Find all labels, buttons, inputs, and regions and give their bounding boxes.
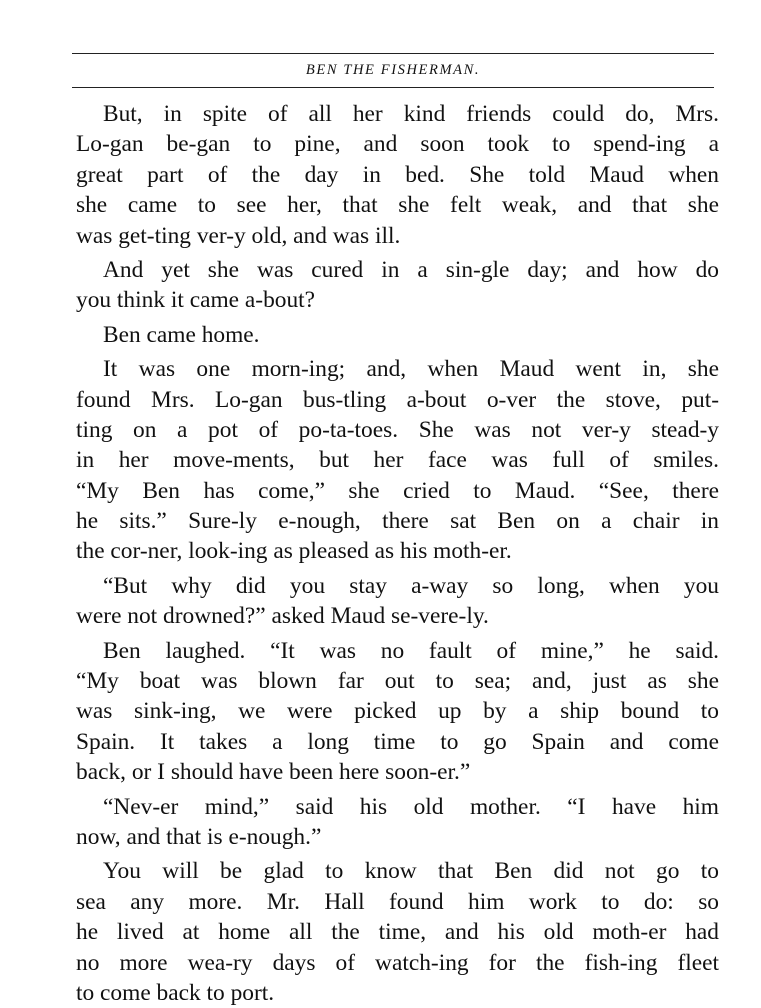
paragraph <box>76 792 719 853</box>
text-line: Lo-gan be-gan to pine, and soon took to spend-ing a <box>76 131 719 158</box>
text-line: Ben laughed. “It was no fault of mine,” he said. <box>103 637 719 664</box>
body-text <box>76 99 719 1008</box>
paragraph <box>76 320 719 350</box>
text-line: It was one morn-ing; and, when Maud went in, she <box>103 356 719 383</box>
text-line: back, or I should have been here soon-er.” <box>76 759 471 786</box>
text-line: he lived at home all the time, and his old moth-er had <box>76 919 719 946</box>
text-line: he sits.” Sure-ly e-nough, there sat Ben on a chair in <box>76 508 719 535</box>
text-line: to come back to port. <box>76 979 275 1006</box>
paragraph <box>76 571 719 632</box>
text-line: was sink-ing, we were picked up by a ship bound to <box>76 698 719 725</box>
running-head-title: BEN THE FISHERMAN. <box>305 62 481 78</box>
text-line: “My Ben has come,” she cried to Maud. “See, there <box>76 477 719 504</box>
paragraph <box>76 856 719 1008</box>
text-line: were not drowned?” asked Maud se-vere-ly. <box>76 603 489 630</box>
text-line: great part of the day in bed. She told Maud when <box>76 161 719 188</box>
paragraph <box>76 255 719 316</box>
text-line: “Nev-er mind,” said his old mother. “I have him <box>103 793 719 820</box>
header-top-rule <box>72 53 714 54</box>
text-line: You will be glad to know that Ben did not go to <box>103 858 719 885</box>
text-line: was get-ting ver-y old, and was ill. <box>76 222 401 249</box>
text-line: ting on a pot of po-ta-toes. She was not ver-y stead-y <box>76 416 719 443</box>
text-line: found Mrs. Lo-gan bus-tling a-bout o-ver the stove, put- <box>76 386 719 413</box>
paragraph <box>76 99 719 251</box>
text-line: But, in spite of all her kind friends could do, Mrs. <box>103 101 719 127</box>
text-line: “But why did you stay a-way so long, when you <box>103 572 719 599</box>
header-bottom-rule <box>72 87 714 88</box>
text-line: Ben came home. <box>103 321 260 348</box>
text-line: Spain. It takes a long time to go Spain and come <box>76 728 719 755</box>
text-line: And yet she was cured in a sin-gle day; and how do <box>103 256 719 283</box>
text-line: the cor-ner, look-ing as pleased as his moth-er. <box>76 538 512 565</box>
paragraph <box>76 354 719 567</box>
text-line: you think it came a-bout? <box>76 287 316 314</box>
text-line: “My boat was blown far out to sea; and, just as she <box>76 668 719 695</box>
paragraph <box>76 636 719 788</box>
text-line: now, and that is e-nough.” <box>76 823 322 850</box>
text-line: sea any more. Mr. Hall found him work to do: so <box>76 888 719 915</box>
text-line: in her move-ments, but her face was full of smiles. <box>76 447 719 474</box>
text-line: no more wea-ry days of watch-ing for the fish-ing fleet <box>76 949 719 976</box>
text-line: she came to see her, that she felt weak, and that she <box>76 192 719 219</box>
